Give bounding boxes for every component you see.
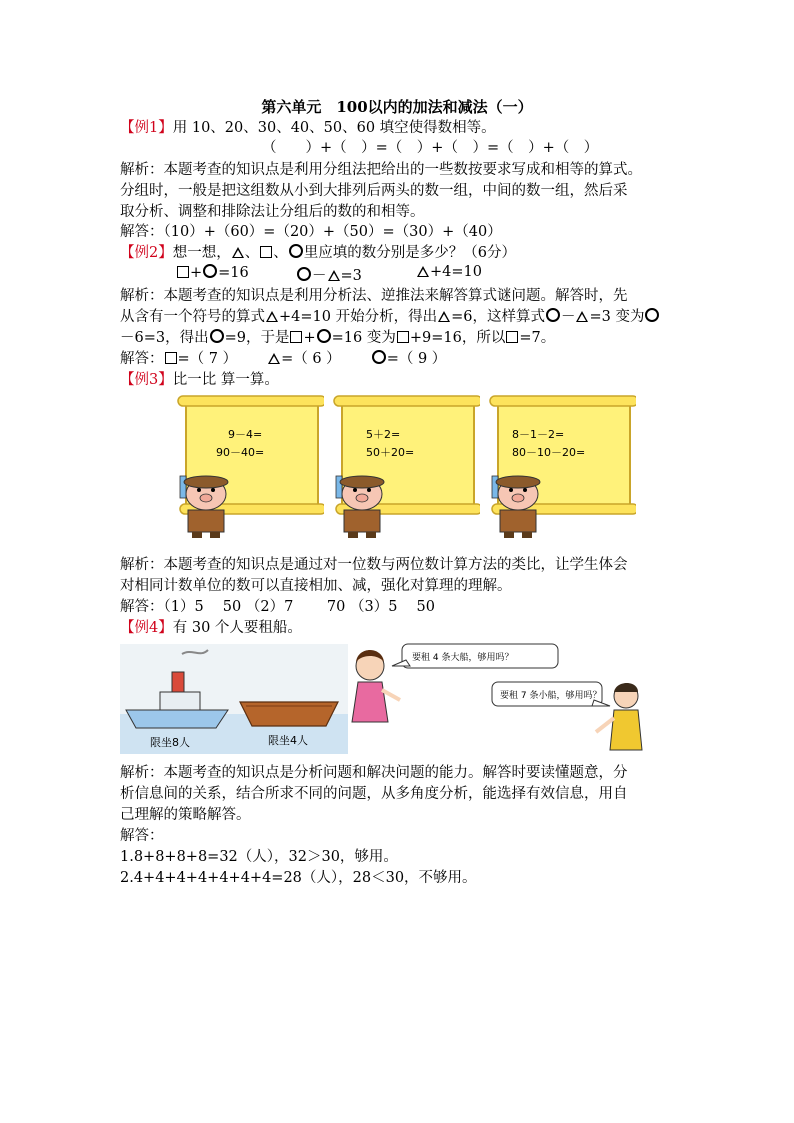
scroll-1-line-2: 90－40= xyxy=(216,446,265,459)
circle-icon xyxy=(372,350,386,364)
bubble-girl-text: 要租 4 条大船，够用吗？ xyxy=(412,653,514,663)
ex2-analysis-3f: =7。 xyxy=(519,330,556,346)
page-title: 第六单元 100以内的加法和减法（一） xyxy=(261,98,533,116)
ex2-answer-circle: =（ 9 ） xyxy=(386,351,447,367)
ex2-analysis-3c: + xyxy=(303,330,316,346)
ex1-blank-equation: （ ）+（ ）=（ ）+（ ）=（ ）+（ ） xyxy=(262,140,599,156)
ex2-answer-square: =（ 7 ） xyxy=(177,351,238,367)
ex2-question-text-b: 、 xyxy=(244,245,260,261)
circle-icon xyxy=(203,264,217,278)
scroll-figure-2 xyxy=(322,392,480,540)
triangle-icon xyxy=(232,247,244,258)
boy-character-icon xyxy=(596,683,642,750)
speech-bubble-girl xyxy=(392,644,558,668)
ex2-analysis-2e: =3 变为 xyxy=(589,309,645,325)
ex2-eq3-rest: +4=10 xyxy=(430,264,482,280)
ex2-analysis-2b: +4=10 开始分析，得出 xyxy=(279,309,438,325)
girl-character-icon xyxy=(352,650,400,722)
ex2-analysis-2c: =6，这样算式 xyxy=(451,309,545,325)
ex3-answer: 解答：（1）5 50 （2）7 70 （3）5 50 xyxy=(120,599,435,615)
circle-icon xyxy=(546,308,560,322)
ex2-equation-3 xyxy=(416,264,482,280)
ex1-question: 用 10、20、30、40、50、60 填空使得数相等。 xyxy=(172,120,496,136)
ex3-analysis-1: 解析：本题考查的知识点是通过对一位数与两位数计算方法的类比，让学生体会 xyxy=(120,557,628,573)
scroll-3-line-2: 80－10－20= xyxy=(512,446,586,459)
square-icon xyxy=(506,331,518,343)
boats-illustration xyxy=(120,644,348,754)
scroll-figure-3 xyxy=(478,392,636,540)
square-icon xyxy=(260,246,272,258)
ex3-analysis-2: 对相同计数单位的数可以直接相加、减，强化对算理的理解。 xyxy=(120,578,512,594)
circle-icon xyxy=(645,308,659,322)
ex3-tag: 【例3】 xyxy=(120,372,173,388)
ex2-equation-2 xyxy=(296,264,362,285)
ex2-analysis-1: 解析：本题考查的知识点是利用分析法、逆推法来解答算式谜问题。解答时，先 xyxy=(120,288,628,304)
ex2-eq1-op: + xyxy=(190,265,203,281)
ex4-analysis-2: 析信息间的关系，结合所求不同的问题，从多角度分析，能选择有效信息，用自 xyxy=(120,786,628,802)
ex4-answer-2: 2.4+4+4+4+4+4+4=28（人），28＜30，不够用。 xyxy=(120,870,477,886)
small-boat-icon xyxy=(240,702,338,726)
ex2-question-text-a: 想一想， xyxy=(172,245,231,261)
scroll-2-line-1: 5＋2= xyxy=(366,428,401,441)
ex1-analysis-3: 取分析、调整和排除法让分组后的数的和相等。 xyxy=(120,204,425,220)
scroll-2-line-2: 50＋20= xyxy=(366,446,415,459)
triangle-icon xyxy=(328,270,340,281)
square-icon xyxy=(165,352,177,364)
circle-icon xyxy=(210,329,224,343)
ex2-eq1-result: =16 xyxy=(218,265,249,281)
ex2-analysis-3d: =16 变为 xyxy=(331,330,396,346)
ex2-analysis-2 xyxy=(120,307,660,327)
circle-icon xyxy=(297,267,311,281)
ex4-question: 有 30 个人要租船。 xyxy=(172,620,302,636)
ex2-analysis-2a: 从含有一个符号的算式 xyxy=(120,309,265,325)
triangle-icon xyxy=(576,311,588,322)
ex2-eq2-result: =3 xyxy=(340,268,362,284)
ex2-question-text-c: 、 xyxy=(273,245,288,261)
ex1-question-line xyxy=(120,118,496,138)
triangle-icon xyxy=(438,311,450,322)
ex4-analysis-1: 解析：本题考查的知识点是分析问题和解决问题的能力。解答时要读懂题意，分 xyxy=(120,765,628,781)
ex4-question-line xyxy=(120,618,302,638)
small-boat-label: 限坐4人 xyxy=(268,734,308,747)
ex2-equation-1 xyxy=(176,264,249,281)
ex3-question-line xyxy=(120,370,279,390)
scroll-figure-1 xyxy=(166,392,324,540)
ex1-analysis-2: 分组时，一般是把这组数从小到大排列后两头的数一组，中间的数一组，然后采 xyxy=(120,183,628,199)
triangle-icon xyxy=(417,266,429,277)
ex3-question: 比一比 算一算。 xyxy=(172,372,279,388)
circle-icon xyxy=(317,329,331,343)
scroll-1-line-1: 9－4= xyxy=(228,428,263,441)
ex2-answer-label: 解答： xyxy=(120,351,164,367)
square-icon xyxy=(177,266,189,278)
ex2-question-text-d: 里应填的数分别是多少？（6分） xyxy=(303,245,516,261)
scroll-3-line-1: 8－1－2= xyxy=(512,428,565,441)
circle-icon xyxy=(289,244,303,258)
people-dialog-illustration xyxy=(348,640,650,760)
ex1-tag: 【例1】 xyxy=(120,120,173,136)
square-icon xyxy=(290,331,302,343)
triangle-icon xyxy=(266,311,278,322)
ex2-analysis-3e: +9=16，所以 xyxy=(409,330,506,346)
ex2-answer-triangle: =（ 6 ） xyxy=(281,351,341,367)
ex2-answer xyxy=(120,349,446,369)
bubble-boy-text: 要租 7 条小船，够用吗？ xyxy=(500,691,602,701)
triangle-icon xyxy=(268,353,280,364)
ex4-analysis-3: 己理解的策略解答。 xyxy=(120,807,251,823)
ex2-analysis-2d: － xyxy=(560,309,576,325)
big-boat-label: 限坐8人 xyxy=(150,736,190,749)
speech-bubble-boy xyxy=(492,682,610,706)
ex2-tag: 【例2】 xyxy=(120,245,173,261)
ex1-answer: 解答：（10）+（60）=（20）+（50）=（30）+（40） xyxy=(120,224,502,240)
ex4-answer-label: 解答： xyxy=(120,828,164,844)
ex1-analysis-1: 解析：本题考查的知识点是利用分组法把给出的一些数按要求写成和相等的算式。 xyxy=(120,162,642,178)
ex2-question-line xyxy=(120,243,516,263)
ex2-analysis-3a: －6=3，得出 xyxy=(120,330,209,346)
ex4-tag: 【例4】 xyxy=(120,620,173,636)
ex2-analysis-3 xyxy=(120,328,555,348)
ex2-eq2-op: － xyxy=(312,268,327,284)
square-icon xyxy=(397,331,409,343)
ex2-analysis-3b: =9，于是 xyxy=(224,330,290,346)
ex4-answer-1: 1.8+8+8+8=32（人），32＞30，够用。 xyxy=(120,849,398,865)
